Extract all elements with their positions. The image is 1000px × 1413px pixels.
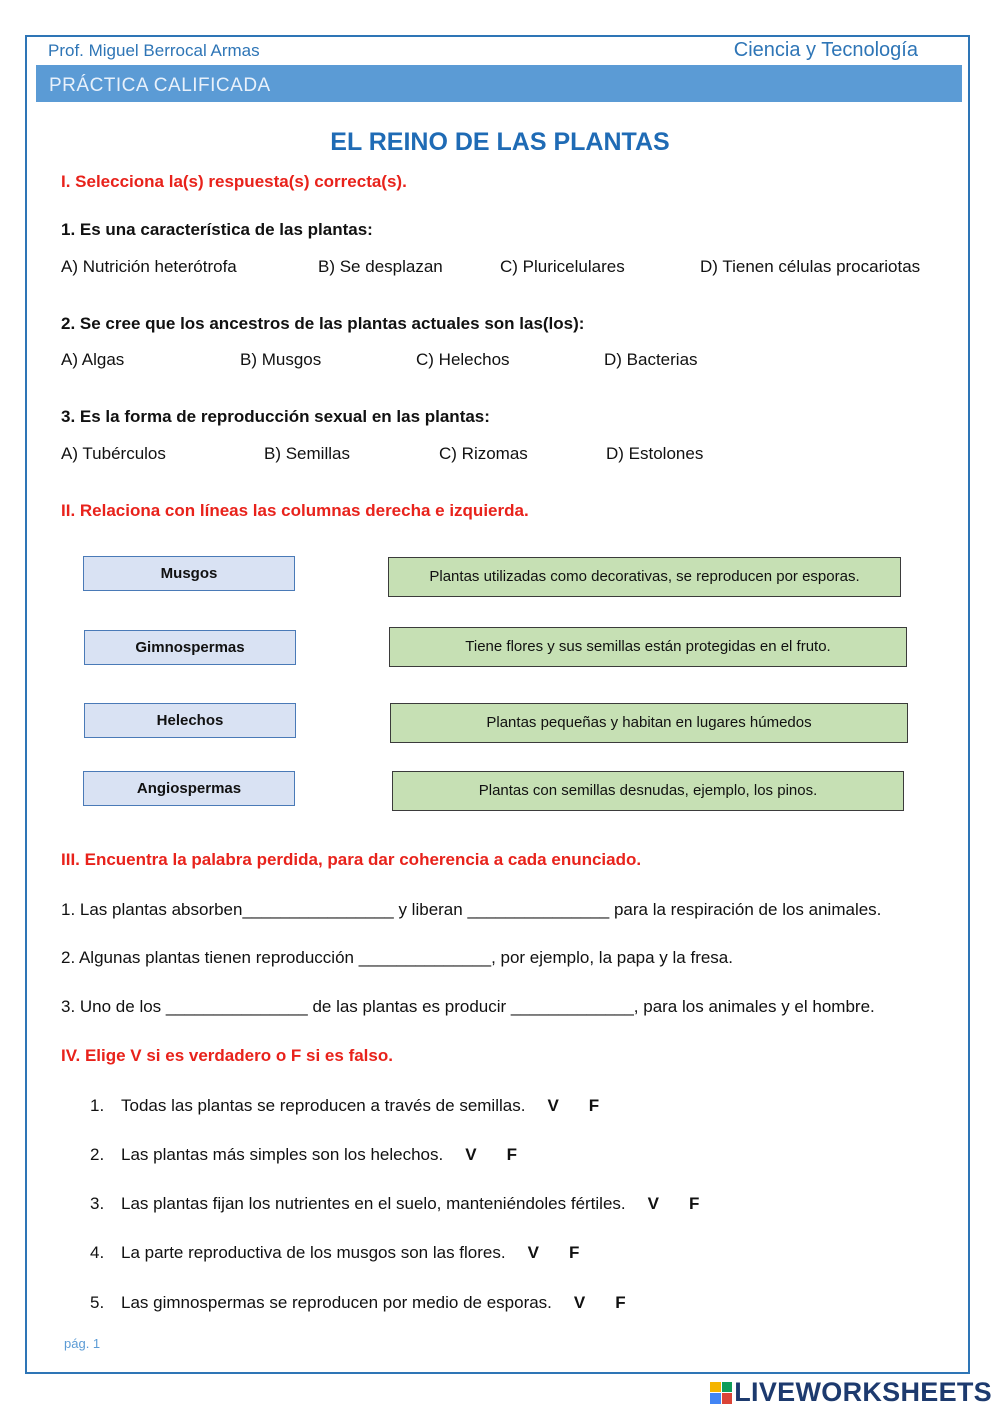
question-3: 3. Es la forma de reproducción sexual en las plantas: (61, 407, 490, 426)
tf-number: 4. (90, 1243, 105, 1262)
false-option[interactable]: F (588, 1096, 600, 1115)
match-left-gimnospermas[interactable]: Gimnospermas (84, 630, 296, 665)
match-left-musgos[interactable]: Musgos (83, 556, 295, 591)
liveworksheets-brand[interactable] (710, 1377, 992, 1408)
practice-banner: PRÁCTICA CALIFICADA (36, 65, 962, 102)
q1-option-a[interactable]: A) Nutrición heterótrofa (61, 257, 237, 276)
q1-option-d[interactable]: D) Tienen células procariotas (700, 257, 921, 276)
question-2: 2. Se cree que los ancestros de las plantas actuales son las(los): (61, 314, 585, 333)
page-title: EL REINO DE LAS PLANTAS (330, 128, 670, 156)
tf-statement: La parte reproductiva de los musgos son las flores. (121, 1243, 506, 1262)
false-option[interactable]: F (615, 1293, 626, 1312)
tf-number: 3. (90, 1194, 105, 1213)
q3-option-a[interactable]: A) Tubérculos (61, 444, 166, 463)
true-option[interactable]: V (465, 1145, 477, 1164)
false-option[interactable]: F (506, 1145, 517, 1164)
tf-number: 5. (90, 1293, 105, 1312)
true-option[interactable]: V (547, 1096, 559, 1115)
tf-statement: Las gimnospermas se reproducen por medio de esporas. (121, 1293, 552, 1312)
q2-option-b[interactable]: B) Musgos (240, 350, 322, 369)
q1-option-c[interactable]: C) Pluricelulares (500, 257, 625, 276)
subject-name: Ciencia y Tecnología (733, 39, 918, 61)
fill-sentence-3[interactable]: 3. Uno de los _______________ de las plantas es producir _____________, para los animales y el hombre. (61, 997, 875, 1016)
liveworksheets-logo-icon (710, 1382, 732, 1404)
tf-item (90, 1293, 626, 1313)
fill-sentence-2[interactable]: 2. Algunas plantas tienen reproducción ______________, por ejemplo, la papa y la fresa. (61, 948, 733, 967)
q1-option-b[interactable]: B) Se desplazan (318, 257, 443, 276)
q2-option-a[interactable]: A) Algas (61, 350, 125, 369)
tf-item (90, 1096, 599, 1116)
q3-option-b[interactable]: B) Semillas (264, 444, 350, 463)
tf-statement: Las plantas fijan los nutrientes en el suelo, manteniéndoles fértiles. (121, 1194, 626, 1213)
fill-sentence-1[interactable]: 1. Las plantas absorben________________ y liberan _______________ para la respiración de los animales. (61, 900, 882, 919)
match-left-helechos[interactable]: Helechos (84, 703, 296, 738)
section-3-heading: III. Encuentra la palabra perdida, para dar coherencia a cada enunciado. (61, 850, 642, 869)
false-option[interactable]: F (688, 1194, 700, 1213)
section-2-heading: II. Relaciona con líneas las columnas derecha e izquierda. (61, 501, 529, 520)
section-1-heading: I. Selecciona la(s) respuesta(s) correcta(s). (61, 172, 407, 191)
match-right-1[interactable]: Plantas utilizadas como decorativas, se reproducen por esporas. (388, 557, 901, 597)
page-number: pág. 1 (64, 1336, 101, 1351)
author-name: Prof. Miguel Berrocal Armas (48, 41, 260, 60)
q2-option-d[interactable]: D) Bacterias (604, 350, 698, 369)
false-option[interactable]: F (568, 1243, 580, 1262)
brand-text: LIVEWORKSHEETS (734, 1377, 992, 1407)
tf-statement: Las plantas más simples son los helechos. (121, 1145, 444, 1164)
match-right-3[interactable]: Plantas pequeñas y habitan en lugares húmedos (390, 703, 908, 743)
q3-option-c[interactable]: C) Rizomas (439, 444, 528, 463)
section-4-heading: IV. Elige V si es verdadero o F si es falso. (61, 1046, 393, 1065)
match-right-2[interactable]: Tiene flores y sus semillas están protegidas en el fruto. (389, 627, 907, 667)
q2-option-c[interactable]: C) Helechos (416, 350, 510, 369)
tf-item (90, 1145, 517, 1165)
tf-statement: Todas las plantas se reproducen a través de semillas. (121, 1096, 526, 1115)
true-option[interactable]: V (573, 1293, 586, 1312)
tf-item (90, 1243, 579, 1263)
q3-option-d[interactable]: D) Estolones (606, 444, 704, 463)
tf-number: 1. (90, 1096, 105, 1115)
match-left-angiospermas[interactable]: Angiospermas (83, 771, 295, 806)
true-option[interactable]: V (527, 1243, 539, 1262)
true-option[interactable]: V (647, 1194, 659, 1213)
question-1: 1. Es una característica de las plantas: (61, 220, 373, 239)
tf-number: 2. (90, 1145, 105, 1164)
match-right-4[interactable]: Plantas con semillas desnudas, ejemplo, los pinos. (392, 771, 904, 811)
tf-item (90, 1194, 699, 1214)
